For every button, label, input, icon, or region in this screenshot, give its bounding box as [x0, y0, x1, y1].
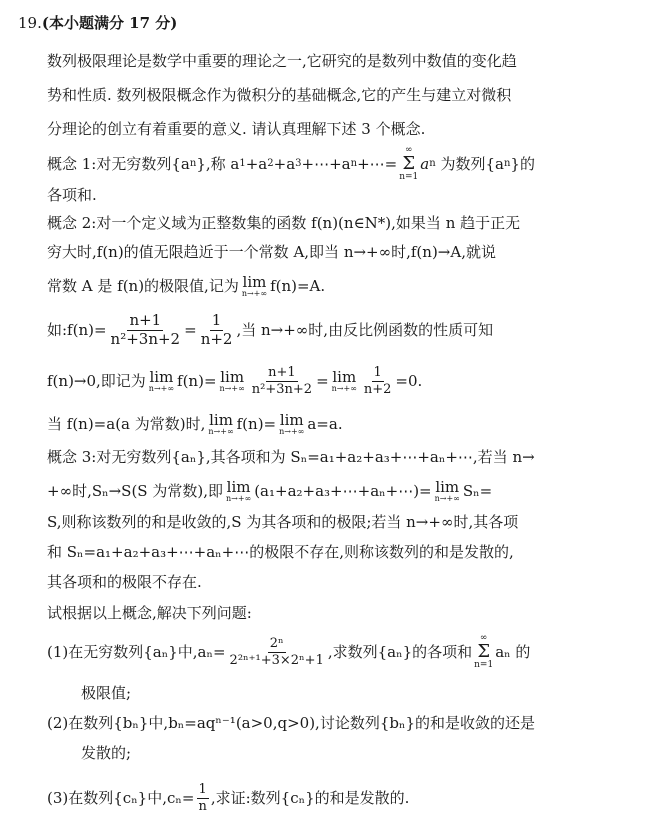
concept2-label: 概念 2:: [47, 214, 97, 232]
fraction: $\frac{n+1}{\text{n²+3n+2}}$: [251, 364, 313, 397]
intro-line-2: 势和性质. 数列极限概念作为微积分的基础概念,它的产生与建立对微积: [47, 86, 512, 104]
concept1-line-1: 概念 1: 对无穷数列{a n },称 a 1 +a 2 +a 3 +⋯+a n +⋯= ∞ Σ n=1 a n 为数列{a n }的: [47, 145, 535, 182]
sum-symbol: ∞ Σ n=1: [474, 633, 494, 670]
concept3-line-1: 概念 3: 对无穷数列{aₙ},其各项和为 Sₙ=a₁+a₂+a₃+⋯+aₙ+⋯,若当 n→: [47, 448, 535, 466]
limit-symbol: lim n→+∞: [225, 477, 252, 503]
concept3-line-4: 和 Sₙ=a₁+a₂+a₃+⋯+aₙ+⋯的极限不存在,则称该数列的和是发散的,: [47, 543, 514, 561]
concept3-line-5: 其各项和的极限不存在.: [47, 573, 202, 591]
intro-line-1: 数列极限理论是数学中重要的理论之一,它研究的是数列中数值的变化趋: [47, 52, 517, 70]
question-1-line-1: (1)在无穷数列{aₙ}中,aₙ= $\frac{\text{2ⁿ}}{\text{2²ⁿ⁺¹+3×2ⁿ+1}}$ ,求数列{aₙ}的各项和 ∞ Σ n=1 aₙ 的: [47, 633, 531, 670]
fraction: $\frac{1}{n}$: [198, 781, 207, 814]
question-2-line-1: (2)在数列{bₙ}中,bₙ=aqⁿ⁻¹(a>0,q>0),讨论数列{bₙ}的和是收敛的还是: [47, 714, 536, 732]
fraction: $\frac{\text{2ⁿ}}{\text{2²ⁿ⁺¹+3×2ⁿ+1}}$: [229, 635, 324, 668]
example-line-1: 如:f(n)= $\frac{n+1}{\text{n²+3n+2}}$ = $\frac{1}{n+2}$ ,当 n→+∞时,由反比例函数的性质可知: [47, 310, 494, 348]
limit-symbol: lim n→+∞: [148, 367, 175, 393]
limit-symbol: lim n→+∞: [434, 477, 460, 503]
fraction: $\frac{n+1}{\text{n²+3n+2}}$: [110, 310, 181, 348]
example-line-3: 当 f(n)=a(a 为常数)时, lim n→+∞ f(n)= lim n→+∞ a=a.: [47, 410, 343, 436]
concept3-line-3: S,则称该数列的和是收敛的,S 为其各项和的极限;若当 n→+∞时,其各项: [47, 513, 519, 531]
question-1-line-2: 极限值;: [81, 684, 132, 702]
concept3-line-2: +∞时,Sₙ→S(S 为常数),即 lim n→+∞ (a₁+a₂+a₃+⋯+aₙ+⋯)= lim n→+∞ Sₙ=: [47, 477, 493, 503]
task-line: 试根据以上概念,解决下列问题:: [47, 604, 252, 622]
limit-symbol: lim n→+∞: [279, 410, 305, 436]
example-line-2: f(n)→0,即记为 lim n→+∞ f(n)= lim n→+∞ $\frac{n+1}{\text{n²+3n+2}}$ = lim n→+∞ $\frac{1}{n+2}$ =0.: [47, 364, 423, 397]
sum-symbol: ∞ Σ n=1: [399, 145, 419, 182]
problem-header: [0, 16, 655, 31]
limit-symbol: lim n→+∞: [331, 367, 357, 393]
limit-symbol: lim n→+∞: [241, 272, 268, 298]
question-2-line-2: 发散的;: [81, 744, 132, 762]
concept1-label: 概念 1:: [47, 154, 97, 173]
concept3-label: 概念 3:: [47, 448, 97, 466]
concept2-line-2: 穷大时,f(n)的值无限趋近于一个常数 A,即当 n→+∞时,f(n)→A,就说: [47, 243, 496, 261]
question-3-line: (3)在数列{cₙ}中,cₙ= $\frac{1}{n}$ ,求证:数列{cₙ}的和是发散的.: [47, 781, 410, 814]
fraction: $\frac{1}{n+2}$: [200, 310, 233, 348]
intro-line-3: 分理论的创立有着重要的意义. 请认真理解下述 3 个概念.: [47, 120, 426, 138]
concept2-line-1: 概念 2: 对一个定义域为正整数集的函数 f(n)(n∈N*),如果当 n 趋于正无: [47, 214, 521, 232]
problem-number: 19.: [18, 14, 42, 32]
problem-score: (本小题满分 17 分): [41, 14, 178, 32]
limit-symbol: lim n→+∞: [208, 410, 234, 436]
concept2-line-3: 常数 A 是 f(n)的极限值,记为 lim n→+∞ f(n)=A.: [47, 272, 326, 298]
limit-symbol: lim n→+∞: [219, 367, 245, 393]
fraction: $\frac{1}{n+2}$: [363, 364, 392, 397]
concept1-line-2: 各项和.: [47, 186, 97, 204]
